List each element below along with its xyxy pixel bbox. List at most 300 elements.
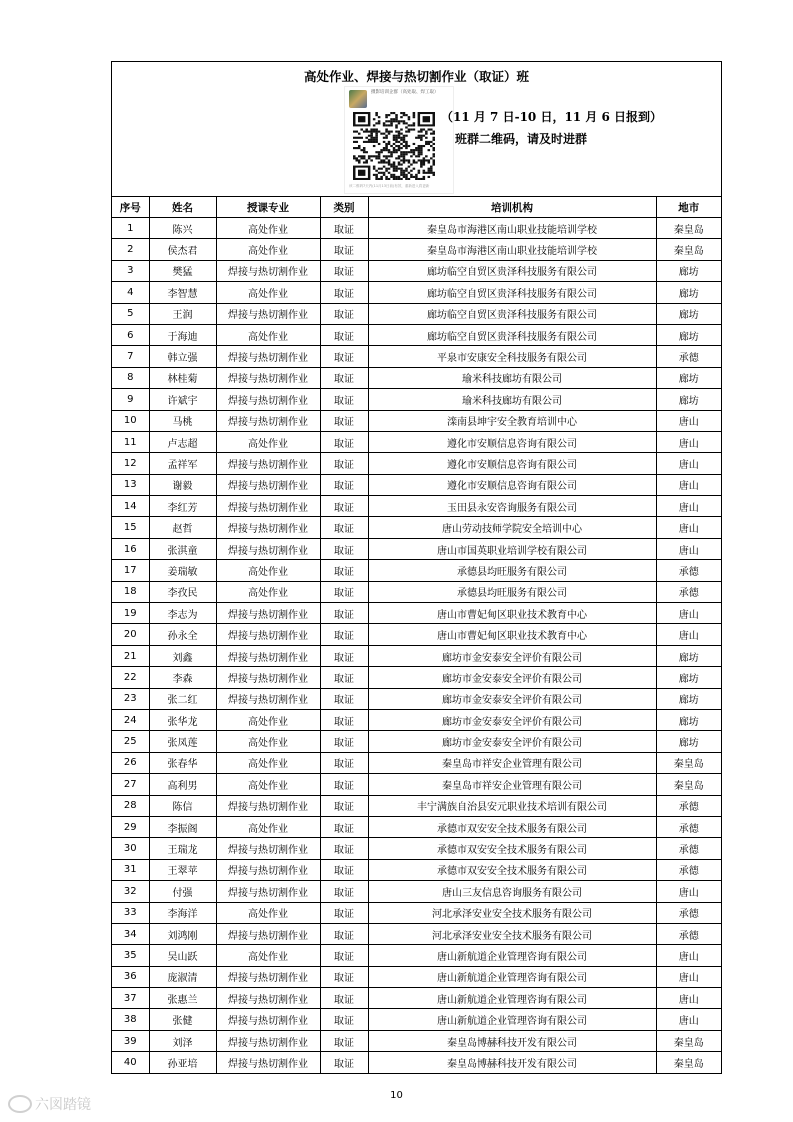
cell-category: 取证: [320, 795, 368, 816]
cell-city: 唐山: [656, 988, 721, 1009]
table-row: [112, 645, 721, 666]
cell-name: 陈信: [149, 795, 216, 816]
cell-category: 取证: [320, 453, 368, 474]
cell-institution: 滦南县坤宇安全教育培训中心: [368, 410, 656, 431]
cell-index: 25: [112, 731, 149, 752]
cell-city: 唐山: [656, 431, 721, 452]
cell-course: 高处作业: [216, 431, 320, 452]
cell-name: 李智慧: [149, 282, 216, 303]
cell-institution: 廊坊临空自贸区贵泽科技服务有限公司: [368, 324, 656, 345]
cell-category: 取证: [320, 1009, 368, 1030]
cell-category: 取证: [320, 517, 368, 538]
cell-institution: 唐山新航道企业管理咨询有限公司: [368, 945, 656, 966]
cell-course: 焊接与热切割作业: [216, 474, 320, 495]
cell-institution: 承德市双安安全技术服务有限公司: [368, 816, 656, 837]
header-city: 地市: [656, 197, 721, 218]
cell-course: 焊接与热切割作业: [216, 1052, 320, 1073]
cell-institution: 河北承泽安业安全技术服务有限公司: [368, 902, 656, 923]
cell-course: 焊接与热切割作业: [216, 966, 320, 987]
table-row: [112, 838, 721, 859]
table-row: [112, 667, 721, 688]
cell-city: 承德: [656, 346, 721, 367]
watermark: [8, 1094, 91, 1114]
cell-name: 李振阁: [149, 816, 216, 837]
cell-institution: 瑜米科技廊坊有限公司: [368, 389, 656, 410]
cell-name: 于海迪: [149, 324, 216, 345]
cell-city: 唐山: [656, 410, 721, 431]
cell-institution: 承德市双安安全技术服务有限公司: [368, 838, 656, 859]
cell-index: 39: [112, 1030, 149, 1051]
cell-institution: 廊坊临空自贸区贵泽科技服务有限公司: [368, 303, 656, 324]
cell-index: 34: [112, 923, 149, 944]
cell-name: 吴山跃: [149, 945, 216, 966]
cell-institution: 遵化市安顺信息咨询有限公司: [368, 431, 656, 452]
page-number: 10: [390, 1090, 403, 1101]
cell-name: 卢志超: [149, 431, 216, 452]
watermark-text: 六図踏镜: [35, 1097, 91, 1113]
cell-index: 2: [112, 239, 149, 260]
header-index: 序号: [112, 197, 149, 218]
class-title: 高处作业、焊接与热切割作业（取证）班: [303, 69, 529, 84]
cell-category: 取证: [320, 902, 368, 923]
cell-category: 取证: [320, 688, 368, 709]
header-institution: 培训机构: [368, 197, 656, 218]
cell-index: 21: [112, 645, 149, 666]
table-row: [112, 603, 721, 624]
table-row: [112, 346, 721, 367]
cell-course: 高处作业: [216, 581, 320, 602]
cell-course: 焊接与热切割作业: [216, 923, 320, 944]
cell-course: 焊接与热切割作业: [216, 367, 320, 388]
table-row: [112, 1052, 721, 1073]
cell-city: 唐山: [656, 966, 721, 987]
cell-institution: 廊坊临空自贸区贵泽科技服务有限公司: [368, 282, 656, 303]
cell-institution: 廊坊临空自贸区贵泽科技服务有限公司: [368, 260, 656, 281]
cell-index: 8: [112, 367, 149, 388]
header-category: 类别: [320, 197, 368, 218]
table-row: [112, 731, 721, 752]
cell-institution: 遵化市安顺信息咨询有限公司: [368, 453, 656, 474]
cell-index: 32: [112, 881, 149, 902]
cell-category: 取证: [320, 1052, 368, 1073]
cell-index: 12: [112, 453, 149, 474]
cell-institution: 廊坊市金安泰安全评价有限公司: [368, 688, 656, 709]
cell-name: 张淇童: [149, 538, 216, 559]
cell-index: 4: [112, 282, 149, 303]
table-header-row: [112, 197, 721, 218]
cell-course: 焊接与热切割作业: [216, 1009, 320, 1030]
cell-city: 廊坊: [656, 709, 721, 730]
cell-institution: 唐山市曹妃甸区职业技术教育中心: [368, 624, 656, 645]
cell-category: 取证: [320, 838, 368, 859]
cell-city: 唐山: [656, 538, 721, 559]
cell-institution: 唐山新航道企业管理咨询有限公司: [368, 988, 656, 1009]
cell-name: 李红芳: [149, 496, 216, 517]
cell-name: 李森: [149, 667, 216, 688]
cell-name: 李孜民: [149, 581, 216, 602]
cell-index: 18: [112, 581, 149, 602]
cell-name: 刘鑫: [149, 645, 216, 666]
table-row: [112, 496, 721, 517]
cell-index: 3: [112, 260, 149, 281]
cell-category: 取证: [320, 581, 368, 602]
cell-name: 付强: [149, 881, 216, 902]
cell-category: 取证: [320, 346, 368, 367]
cell-index: 33: [112, 902, 149, 923]
cell-category: 取证: [320, 624, 368, 645]
cell-course: 焊接与热切割作业: [216, 303, 320, 324]
table-row: [112, 923, 721, 944]
cell-course: 高处作业: [216, 239, 320, 260]
cell-name: 高利男: [149, 774, 216, 795]
table-row: [112, 474, 721, 495]
cell-category: 取证: [320, 667, 368, 688]
cell-index: 20: [112, 624, 149, 645]
cell-institution: 秦皇岛市海港区南山职业技能培训学校: [368, 239, 656, 260]
cell-name: 李志为: [149, 603, 216, 624]
cell-city: 廊坊: [656, 324, 721, 345]
cell-city: 廊坊: [656, 688, 721, 709]
table-row: [112, 367, 721, 388]
cell-name: 马桃: [149, 410, 216, 431]
cell-city: 廊坊: [656, 731, 721, 752]
cell-city: 秦皇岛: [656, 1052, 721, 1073]
cell-category: 取证: [320, 303, 368, 324]
cell-name: 樊猛: [149, 260, 216, 281]
cell-institution: 秦皇岛市海港区南山职业技能培训学校: [368, 218, 656, 239]
table-row: [112, 431, 721, 452]
cell-index: 19: [112, 603, 149, 624]
cell-name: 韩立强: [149, 346, 216, 367]
trainee-table: [112, 197, 721, 1073]
cell-name: 王翠苹: [149, 859, 216, 880]
cell-name: 林桂菊: [149, 367, 216, 388]
cell-name: 王瑞龙: [149, 838, 216, 859]
cell-category: 取证: [320, 260, 368, 281]
cell-city: 唐山: [656, 945, 721, 966]
cell-institution: 承德县均旺服务有限公司: [368, 581, 656, 602]
cell-category: 取证: [320, 389, 368, 410]
cell-name: 孟祥军: [149, 453, 216, 474]
cell-index: 16: [112, 538, 149, 559]
cell-category: 取证: [320, 816, 368, 837]
cell-course: 高处作业: [216, 560, 320, 581]
cell-course: 焊接与热切割作业: [216, 624, 320, 645]
cell-index: 1: [112, 218, 149, 239]
cell-index: 22: [112, 667, 149, 688]
cell-category: 取证: [320, 731, 368, 752]
cell-course: 高处作业: [216, 709, 320, 730]
table-row: [112, 282, 721, 303]
cell-institution: 秦皇岛博赫科技开发有限公司: [368, 1030, 656, 1051]
cell-name: 刘泽: [149, 1030, 216, 1051]
table-row: [112, 517, 721, 538]
cell-index: 31: [112, 859, 149, 880]
cell-city: 承德: [656, 923, 721, 944]
cell-city: 廊坊: [656, 303, 721, 324]
table-row: [112, 560, 721, 581]
cell-institution: 秦皇岛博赫科技开发有限公司: [368, 1052, 656, 1073]
cell-institution: 廊坊市金安泰安全评价有限公司: [368, 731, 656, 752]
cell-city: 唐山: [656, 474, 721, 495]
cell-course: 焊接与热切割作业: [216, 453, 320, 474]
cell-course: 焊接与热切割作业: [216, 346, 320, 367]
cell-name: 张华龙: [149, 709, 216, 730]
table-row: [112, 453, 721, 474]
cell-category: 取证: [320, 752, 368, 773]
table-row: [112, 303, 721, 324]
table-row: [112, 902, 721, 923]
cell-category: 取证: [320, 709, 368, 730]
cell-index: 26: [112, 752, 149, 773]
cell-index: 9: [112, 389, 149, 410]
cell-city: 秦皇岛: [656, 1030, 721, 1051]
cell-category: 取证: [320, 239, 368, 260]
cell-institution: 廊坊市金安泰安全评价有限公司: [368, 667, 656, 688]
table-row: [112, 859, 721, 880]
table-row: [112, 709, 721, 730]
cell-category: 取证: [320, 645, 368, 666]
cell-city: 秦皇岛: [656, 218, 721, 239]
watermark-logo-icon: [8, 1095, 32, 1113]
cell-category: 取证: [320, 496, 368, 517]
cell-course: 焊接与热切割作业: [216, 1030, 320, 1051]
cell-city: 唐山: [656, 881, 721, 902]
cell-category: 取证: [320, 410, 368, 431]
cell-city: 廊坊: [656, 389, 721, 410]
cell-course: 焊接与热切割作业: [216, 645, 320, 666]
cell-index: 35: [112, 945, 149, 966]
cell-category: 取证: [320, 282, 368, 303]
cell-course: 高处作业: [216, 282, 320, 303]
cell-course: 焊接与热切割作业: [216, 795, 320, 816]
cell-index: 27: [112, 774, 149, 795]
cell-course: 高处作业: [216, 902, 320, 923]
class-header: [112, 62, 721, 197]
date-note: （11 月 7 日-10 日，11 月 6 日报到）: [441, 110, 663, 124]
table-row: [112, 966, 721, 987]
cell-city: 廊坊: [656, 367, 721, 388]
cell-city: 秦皇岛: [656, 752, 721, 773]
cell-course: 高处作业: [216, 945, 320, 966]
cell-city: 廊坊: [656, 282, 721, 303]
cell-name: 陈兴: [149, 218, 216, 239]
cell-course: 高处作业: [216, 218, 320, 239]
cell-institution: 唐山市曹妃甸区职业技术教育中心: [368, 603, 656, 624]
cell-city: 唐山: [656, 603, 721, 624]
cell-category: 取证: [320, 367, 368, 388]
table-row: [112, 624, 721, 645]
table-row: [112, 1030, 721, 1051]
cell-category: 取证: [320, 923, 368, 944]
qr-code-card: [344, 86, 454, 194]
cell-institution: 廊坊市金安泰安全评价有限公司: [368, 709, 656, 730]
cell-index: 23: [112, 688, 149, 709]
cell-name: 张凤莲: [149, 731, 216, 752]
cell-institution: 河北承泽安业安全技术服务有限公司: [368, 923, 656, 944]
cell-category: 取证: [320, 603, 368, 624]
cell-city: 廊坊: [656, 260, 721, 281]
table-row: [112, 324, 721, 345]
cell-category: 取证: [320, 560, 368, 581]
cell-name: 姜瑞敏: [149, 560, 216, 581]
document-frame: [111, 61, 722, 1074]
table-row: [112, 410, 721, 431]
cell-course: 焊接与热切割作业: [216, 988, 320, 1009]
cell-name: 张健: [149, 1009, 216, 1030]
cell-index: 40: [112, 1052, 149, 1073]
join-group-note: 班群二维码，请及时进群: [455, 132, 588, 146]
cell-course: 焊接与热切割作业: [216, 538, 320, 559]
cell-city: 承德: [656, 560, 721, 581]
cell-course: 焊接与热切割作业: [216, 260, 320, 281]
table-row: [112, 239, 721, 260]
qr-group-name: 摄影培训企群（高处取、焊工取）: [371, 90, 439, 95]
cell-course: 焊接与热切割作业: [216, 410, 320, 431]
cell-name: 张惠兰: [149, 988, 216, 1009]
cell-category: 取证: [320, 881, 368, 902]
cell-city: 唐山: [656, 453, 721, 474]
cell-course: 焊接与热切割作业: [216, 517, 320, 538]
cell-category: 取证: [320, 474, 368, 495]
cell-name: 庞淑清: [149, 966, 216, 987]
cell-course: 焊接与热切割作业: [216, 859, 320, 880]
cell-institution: 唐山三友信息咨询服务有限公司: [368, 881, 656, 902]
cell-course: 高处作业: [216, 774, 320, 795]
cell-institution: 遵化市安顺信息咨询有限公司: [368, 474, 656, 495]
table-row: [112, 774, 721, 795]
cell-index: 15: [112, 517, 149, 538]
cell-index: 14: [112, 496, 149, 517]
cell-city: 秦皇岛: [656, 239, 721, 260]
cell-name: 孙亚培: [149, 1052, 216, 1073]
cell-course: 高处作业: [216, 324, 320, 345]
header-course: 授课专业: [216, 197, 320, 218]
cell-course: 焊接与热切割作业: [216, 389, 320, 410]
table-row: [112, 389, 721, 410]
cell-name: 李海洋: [149, 902, 216, 923]
cell-category: 取证: [320, 538, 368, 559]
header-name: 姓名: [149, 197, 216, 218]
cell-index: 10: [112, 410, 149, 431]
cell-city: 承德: [656, 795, 721, 816]
cell-city: 秦皇岛: [656, 774, 721, 795]
cell-index: 36: [112, 966, 149, 987]
cell-name: 谢毅: [149, 474, 216, 495]
cell-institution: 平泉市安康安全科技服务有限公司: [368, 346, 656, 367]
cell-course: 高处作业: [216, 816, 320, 837]
cell-institution: 唐山劳动技师学院安全培训中心: [368, 517, 656, 538]
cell-category: 取证: [320, 1030, 368, 1051]
cell-institution: 唐山市国英职业培训学校有限公司: [368, 538, 656, 559]
cell-city: 唐山: [656, 624, 721, 645]
cell-city: 承德: [656, 816, 721, 837]
table-row: [112, 581, 721, 602]
cell-index: 28: [112, 795, 149, 816]
table-row: [112, 218, 721, 239]
cell-name: 侯杰君: [149, 239, 216, 260]
cell-index: 38: [112, 1009, 149, 1030]
cell-category: 取证: [320, 966, 368, 987]
group-avatar-icon: [349, 90, 367, 108]
cell-index: 6: [112, 324, 149, 345]
cell-category: 取证: [320, 218, 368, 239]
cell-name: 赵哲: [149, 517, 216, 538]
table-row: [112, 538, 721, 559]
cell-institution: 玉田县永安咨询服务有限公司: [368, 496, 656, 517]
cell-name: 张春华: [149, 752, 216, 773]
cell-name: 刘鸿刚: [149, 923, 216, 944]
table-row: [112, 795, 721, 816]
cell-city: 廊坊: [656, 645, 721, 666]
cell-course: 焊接与热切割作业: [216, 881, 320, 902]
cell-course: 焊接与热切割作业: [216, 838, 320, 859]
cell-course: 焊接与热切割作业: [216, 688, 320, 709]
cell-course: 高处作业: [216, 731, 320, 752]
cell-name: 孙永全: [149, 624, 216, 645]
cell-category: 取证: [320, 859, 368, 880]
cell-index: 29: [112, 816, 149, 837]
cell-index: 13: [112, 474, 149, 495]
table-row: [112, 945, 721, 966]
qr-footer-text: 该二维码7天内(11月13日前)有效，重新进入将更新: [349, 184, 430, 188]
cell-institution: 廊坊市金安泰安全评价有限公司: [368, 645, 656, 666]
cell-institution: 秦皇岛市祥安企业管理有限公司: [368, 774, 656, 795]
table-row: [112, 688, 721, 709]
cell-city: 承德: [656, 859, 721, 880]
cell-index: 37: [112, 988, 149, 1009]
cell-index: 7: [112, 346, 149, 367]
cell-institution: 瑜米科技廊坊有限公司: [368, 367, 656, 388]
cell-index: 17: [112, 560, 149, 581]
cell-city: 廊坊: [656, 667, 721, 688]
cell-city: 承德: [656, 581, 721, 602]
table-row: [112, 988, 721, 1009]
cell-index: 30: [112, 838, 149, 859]
cell-category: 取证: [320, 945, 368, 966]
cell-institution: 秦皇岛市祥安企业管理有限公司: [368, 752, 656, 773]
cell-course: 高处作业: [216, 752, 320, 773]
table-row: [112, 816, 721, 837]
cell-city: 唐山: [656, 517, 721, 538]
cell-city: 唐山: [656, 496, 721, 517]
cell-category: 取证: [320, 774, 368, 795]
cell-city: 唐山: [656, 1009, 721, 1030]
table-row: [112, 752, 721, 773]
table-row: [112, 881, 721, 902]
cell-category: 取证: [320, 988, 368, 1009]
cell-institution: 承德市双安安全技术服务有限公司: [368, 859, 656, 880]
cell-course: 焊接与热切割作业: [216, 496, 320, 517]
cell-institution: 承德县均旺服务有限公司: [368, 560, 656, 581]
cell-index: 11: [112, 431, 149, 452]
cell-institution: 唐山新航道企业管理咨询有限公司: [368, 966, 656, 987]
cell-course: 焊接与热切割作业: [216, 603, 320, 624]
qr-code-icon: [353, 112, 435, 180]
table-row: [112, 1009, 721, 1030]
cell-name: 王润: [149, 303, 216, 324]
cell-city: 承德: [656, 902, 721, 923]
cell-index: 24: [112, 709, 149, 730]
cell-name: 许斌宇: [149, 389, 216, 410]
cell-institution: 丰宁满族自治县安元职业技术培训有限公司: [368, 795, 656, 816]
cell-name: 张二红: [149, 688, 216, 709]
table-row: [112, 260, 721, 281]
cell-index: 5: [112, 303, 149, 324]
cell-course: 焊接与热切割作业: [216, 667, 320, 688]
cell-institution: 唐山新航道企业管理咨询有限公司: [368, 1009, 656, 1030]
cell-category: 取证: [320, 324, 368, 345]
